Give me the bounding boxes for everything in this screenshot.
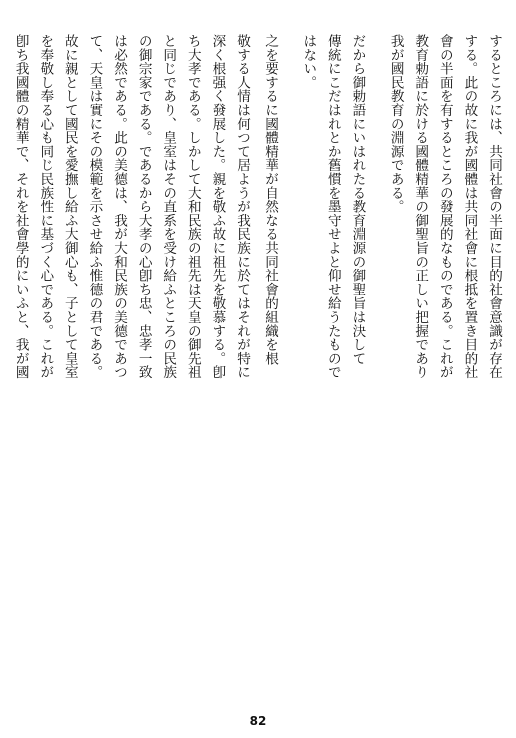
text-column: する。此の故に我が國體は共同社會に根抵を置き目的社 (461, 34, 478, 379)
text-column: の御宗家である。であるから大孝の心卽ち忠、忠孝一致 (135, 34, 152, 379)
text-column: 深く根强く發展した。親を敬ふ故に祖先を敬慕する。卽 (209, 34, 226, 379)
text-column: 傳統にこだはれとか舊慣を墨守せよと仰せ給うたもので (324, 34, 341, 379)
text-column: 卽ち我國體の精華で、それを社會學的にいふと、我が國 (12, 34, 29, 379)
text-column: 之を要するに國體精華が自然なる共同社會的組織を根 (262, 34, 279, 366)
text-column: は必然である。此の美德は、我が大和民族の美德であつ (111, 34, 128, 379)
text-column: だから御勅語にいはれたる教育淵源の御聖旨は決して (349, 34, 366, 366)
text-column: 敬する人情は何つて居ようが我民族に於てはそれが特に (234, 34, 250, 379)
text-column: するところには、共同社會の半面に目的社會意識が存在 (486, 34, 502, 379)
text-column: はない。 (300, 34, 317, 90)
text-column: 教育勅語に於ける國體精華の御聖旨の正しい把握であり (412, 34, 429, 379)
text-column: 我が國民教育の淵源である。 (387, 34, 404, 214)
right-page-text (262, 34, 506, 658)
left-page-text (10, 34, 254, 658)
page-number: 82 (249, 714, 267, 728)
text-column: て、天皇は實にその模範を示させ給ふ惟德の君である。 (86, 34, 103, 379)
text-column: ち大孝である。しかして大和民族の祖先は天皇の御先祖 (184, 34, 201, 379)
text-column: 會の半面を有するところの發展的なものである。これが (436, 34, 453, 379)
text-column: と同じであり、皇室はその直系を受け給ふところの民族 (160, 34, 177, 379)
text-column: 故に親として國民を愛撫し給ふ大御心も、子として皇室 (61, 34, 78, 379)
text-column: を奉敬し奉る心も同じ民族性に基づく心である。これが (37, 34, 54, 379)
